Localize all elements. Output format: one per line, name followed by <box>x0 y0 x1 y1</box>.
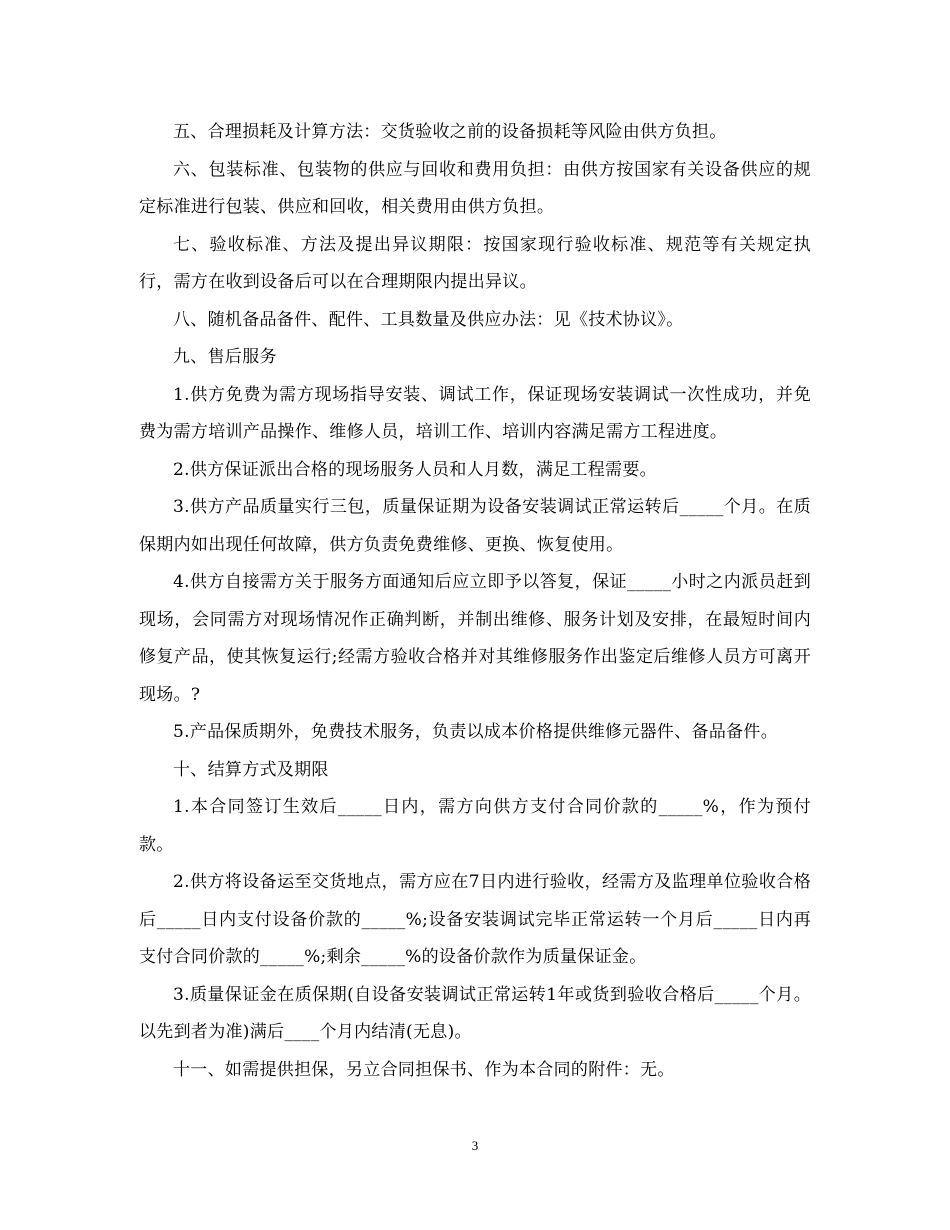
clause-7-acceptance: 七、验收标准、方法及提出异议期限：按国家现行验收标准、规范等有关规定执行，需方在收到设备后可以在合理期限内提出异议。 <box>139 234 811 292</box>
clause-9-item-4: 4.供方自接需方关于服务方面通知后应立即予以答复，保证_____小时之内派员赶到现场，会同需方对现场情况作正确判断，并制出维修、服务计划及安排，在最短时间内修复产品，使其恢复运行;经需方验收合格并对其维修服务作出鉴定后维修人员方可离开现场。? <box>139 572 811 705</box>
clause-6-packaging: 六、包装标准、包装物的供应与回收和费用负担：由供方按国家有关设备供应的规定标准进行包装、供应和回收，相关费用由供方负担。 <box>139 159 811 217</box>
clause-5-loss: 五、合理损耗及计算方法：交货验收之前的设备损耗等风险由供方负担。 <box>173 122 727 142</box>
clause-10-item-3: 3.质量保证金在质保期(自设备安装调试正常运转1年或货到验收合格后_____个月。以先到者为准)满后____个月内结清(无息)。 <box>139 984 811 1042</box>
clause-9-item-2: 2.供方保证派出合格的现场服务人员和人月数，满足工程需要。 <box>173 459 657 480</box>
clause-9-item-1: 1.供方免费为需方现场指导安装、调试工作，保证现场安装调试一次性成功，并免费为需方培训产品操作、维修人员，培训工作、培训内容满足需方工程进度。 <box>139 384 811 442</box>
clause-8-spare-parts: 八、随机备品备件、配件、工具数量及供应办法：见《技术协议》。 <box>173 309 684 330</box>
clause-10-heading: 十、结算方式及期限 <box>173 759 329 780</box>
page-number: 3 <box>471 1138 479 1153</box>
clause-9-item-3: 3.供方产品质量实行三包，质量保证期为设备安装调试正常运转后_____个月。在质保期内如出现任何故障，供方负责免费维修、更换、恢复使用。 <box>139 497 811 555</box>
clause-9-heading: 九、售后服务 <box>173 347 277 367</box>
clause-10-item-2: 2.供方将设备运至交货地点，需方应在7日内进行验收，经需方及监理单位验收合格后_____日内支付设备价款的_____%;设备安装调试完毕正常运转一个月后_____日内再支付合同价款的_____%;剩余_____%的设备价款作为质量保证金。 <box>139 872 811 967</box>
clause-9-item-5: 5.产品保质期外，免费技术服务，负责以成本价格提供维修元器件、备品备件。 <box>173 722 779 742</box>
document-body <box>139 114 811 1089</box>
clause-11-guarantee: 十一、如需提供担保，另立合同担保书、作为本合同的附件：无。 <box>173 1059 675 1080</box>
clause-10-item-1: 1.本合同签订生效后_____日内，需方向供方支付合同价款的_____%，作为预付款。 <box>139 797 811 855</box>
